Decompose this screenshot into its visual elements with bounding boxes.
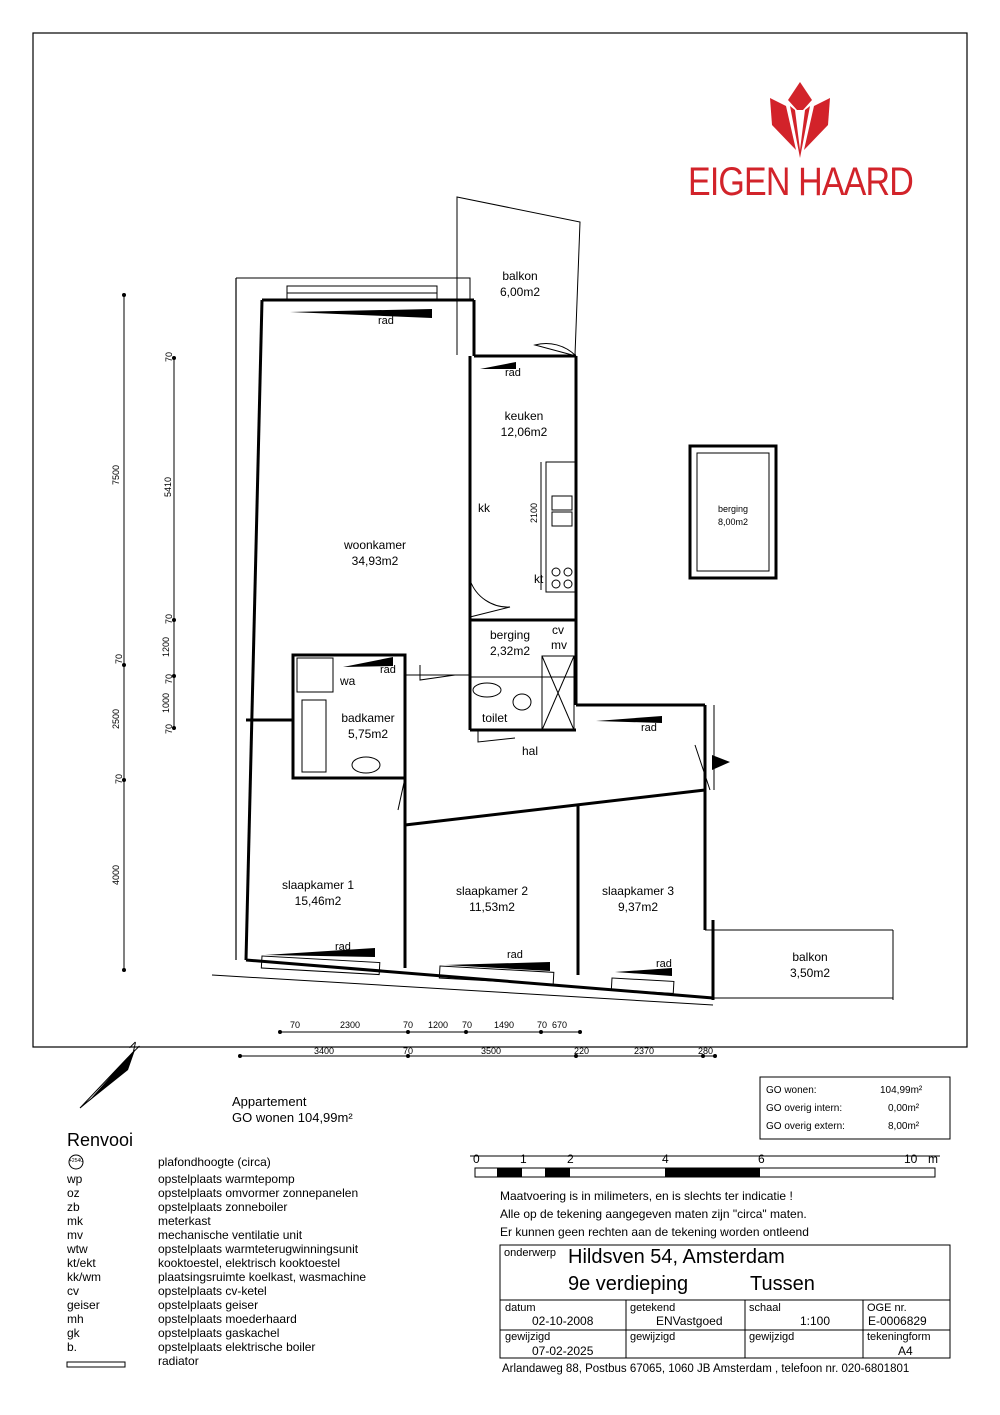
room-slaapkamer-3: slaapkamer 3 9,37m2 — [601, 884, 675, 914]
legend-code: oz — [67, 1186, 80, 1200]
dim-bottom2: 280 — [698, 1046, 714, 1056]
rad-label: rad — [378, 315, 394, 327]
gewijzigd-value: 07-02-2025 — [532, 1344, 594, 1358]
go-value: 0,00m² — [888, 1103, 920, 1114]
dim-70: 70 — [164, 351, 175, 363]
tekeningform-label: tekeningform — [867, 1331, 931, 1343]
title-line-2b: Tussen — [750, 1273, 815, 1295]
onderwerp-label: onderwerp — [504, 1247, 556, 1259]
dim-70: 70 — [114, 653, 125, 665]
note-line: Alle op de tekening aangegeven maten zijn "circa" maten. — [500, 1207, 807, 1221]
dim-2100: 2100 — [529, 502, 540, 524]
dim-1200: 1200 — [161, 636, 172, 658]
schaal-label: schaal — [749, 1302, 781, 1314]
north-label: N — [126, 1038, 143, 1056]
room-keuken: keuken 12,06m2 — [500, 409, 548, 439]
go-label: GO overig intern: — [766, 1103, 843, 1114]
dim-70: 70 — [114, 773, 125, 785]
room-balkon-top: balkon 6,00m2 — [499, 269, 541, 299]
toilet-label: toilet — [482, 711, 508, 725]
scale-tick: 10 — [904, 1152, 918, 1166]
note-line: Er kunnen geen rechten aan de tekening worden ontleend — [500, 1225, 809, 1239]
legend-code: zb — [67, 1200, 80, 1214]
go-value: 104,99m² — [880, 1085, 923, 1096]
legend-code: b. — [67, 1340, 78, 1354]
oge-value: E-0006829 — [868, 1314, 927, 1328]
scale-tick: 1 — [520, 1152, 527, 1166]
legend-desc: opstelplaats warmtepomp — [158, 1172, 295, 1186]
legend-code: mv — [67, 1228, 83, 1242]
dim-bottom2: 3500 — [481, 1046, 502, 1056]
mv-label: mv — [551, 638, 567, 652]
kk-label: kk — [478, 501, 490, 515]
ceiling-height-icon: +2540 — [69, 1158, 84, 1164]
wa-label: wa — [340, 674, 356, 688]
cv-label: cv — [552, 623, 564, 637]
legend-code: mh — [67, 1312, 84, 1326]
dim-4000: 4000 — [111, 864, 122, 886]
dim-70: 70 — [164, 723, 175, 735]
getekend-label: getekend — [630, 1302, 676, 1314]
dim-bottom1: 70 — [462, 1020, 473, 1030]
schaal-value: 1:100 — [800, 1314, 831, 1328]
address-line: Arlandaweg 88, Postbus 67065, 1060 JB Amsterdam , telefoon nr. 020-6801801 — [502, 1363, 910, 1375]
legend-desc: opstelplaats moederhaard — [158, 1312, 297, 1326]
dim-bottom1: 1490 — [494, 1020, 515, 1030]
legend-desc: meterkast — [158, 1214, 211, 1228]
north-arrow-icon — [80, 1050, 135, 1108]
scale-tick: 6 — [758, 1152, 765, 1166]
legend-desc: opstelplaats warmteterugwinningsunit — [158, 1242, 359, 1256]
legend-desc: opstelplaats geiser — [158, 1298, 259, 1312]
gewijzigd-label: gewijzigd — [749, 1331, 795, 1343]
legend-code: wp — [67, 1172, 83, 1186]
legend-desc: opstelplaats zonneboiler — [158, 1200, 288, 1214]
dim-70: 70 — [164, 673, 175, 685]
go-value: 8,00m² — [888, 1121, 920, 1132]
rad-label: rad — [656, 958, 672, 970]
rad-label: rad — [380, 664, 396, 676]
scale-bar-graphic — [475, 1168, 935, 1177]
legend-desc: mechanische ventilatie unit — [158, 1228, 303, 1242]
renvooi-title: Renvooi — [67, 1130, 134, 1150]
dim-bottom1: 70 — [403, 1020, 414, 1030]
legend-desc: opstelplaats gaskachel — [158, 1326, 280, 1340]
dim-bottom2: 220 — [574, 1046, 590, 1056]
legend-code: geiser — [67, 1298, 100, 1312]
rad-label: rad — [505, 367, 521, 379]
room-badkamer: badkamer 5,75m2 — [341, 711, 395, 741]
dim-bottom1: 2300 — [340, 1020, 361, 1030]
legend-desc: opstelplaats omvormer zonnepanelen — [158, 1186, 359, 1200]
legend-code: mk — [67, 1214, 83, 1228]
legend-desc: radiator — [158, 1354, 199, 1368]
dim-bottom2: 3400 — [314, 1046, 335, 1056]
room-balkon-right: balkon 3,50m2 — [789, 950, 831, 980]
scale-tick: 4 — [662, 1152, 669, 1166]
tekeningform-value: A4 — [898, 1344, 913, 1358]
dim-bottom1: 70 — [290, 1020, 301, 1030]
legend-code: kk/wm — [67, 1270, 101, 1284]
rad-label: rad — [641, 722, 657, 734]
gewijzigd-label: gewijzigd — [630, 1331, 676, 1343]
legend-code: gk — [67, 1326, 80, 1340]
legend-desc: kooktoestel, elektrisch kooktoestel — [158, 1256, 341, 1270]
oge-label: OGE nr. — [867, 1302, 907, 1314]
legend-desc: plaatsingsruimte koelkast, wasmachine — [158, 1270, 367, 1284]
dim-bottom2: 2370 — [634, 1046, 655, 1056]
room-berging-int: berging 2,32m2 — [489, 628, 531, 658]
scale-tick: 2 — [567, 1152, 574, 1166]
dim-bottom1: 70 — [537, 1020, 548, 1030]
datum-label: datum — [505, 1302, 536, 1314]
room-slaapkamer-2: slaapkamer 2 11,53m2 — [455, 884, 529, 914]
rad-label: rad — [507, 949, 523, 961]
rad-label: rad — [335, 941, 351, 953]
dim-left-inner: 5410 — [163, 476, 174, 498]
hal-label: hal — [522, 744, 539, 758]
dim-bottom1: 1200 — [428, 1020, 449, 1030]
room-woonkamer: woonkamer 34,93m2 — [343, 538, 407, 568]
dim-1000: 1000 — [161, 692, 172, 714]
legend-desc: opstelplaats cv-ketel — [158, 1284, 267, 1298]
dim-bottom1: 670 — [552, 1020, 568, 1030]
legend-code: wtw — [67, 1242, 88, 1256]
title-line-2a: 9e verdieping — [568, 1273, 689, 1295]
dim-2500: 2500 — [111, 708, 122, 730]
appartement-summary: Appartement GO wonen 104,99m² — [232, 1094, 353, 1125]
scale-unit: m — [928, 1152, 938, 1166]
scale-tick: 0 — [473, 1152, 480, 1166]
go-label: GO wonen: — [766, 1085, 817, 1096]
room-berging-ext: berging 8,00m2 — [717, 504, 749, 527]
gewijzigd-label: gewijzigd — [505, 1331, 551, 1343]
legend-desc: opstelplaats elektrische boiler — [158, 1340, 316, 1354]
legend-code: cv — [67, 1284, 79, 1298]
title-line-1: Hildsven 54, Amsterdam — [568, 1246, 785, 1268]
note-line: Maatvoering is in milimeters, en is slechts ter indicatie ! — [500, 1189, 793, 1203]
kt-label: kt — [534, 572, 544, 586]
brand-name: EIGEN HAARD — [688, 160, 913, 204]
datum-value: 02-10-2008 — [532, 1314, 594, 1328]
dim-70: 70 — [164, 613, 175, 625]
dim-bottom2: 70 — [403, 1046, 414, 1056]
room-slaapkamer-1: slaapkamer 1 15,46m2 — [281, 878, 355, 908]
legend-code: kt/ekt — [67, 1256, 96, 1270]
eigen-haard-logo — [770, 82, 830, 158]
go-label: GO overig extern: — [766, 1121, 845, 1132]
getekend-value: ENVastgoed — [656, 1314, 723, 1328]
dim-left-outer: 7500 — [111, 464, 122, 486]
legend-desc: plafondhoogte (circa) — [158, 1155, 271, 1169]
